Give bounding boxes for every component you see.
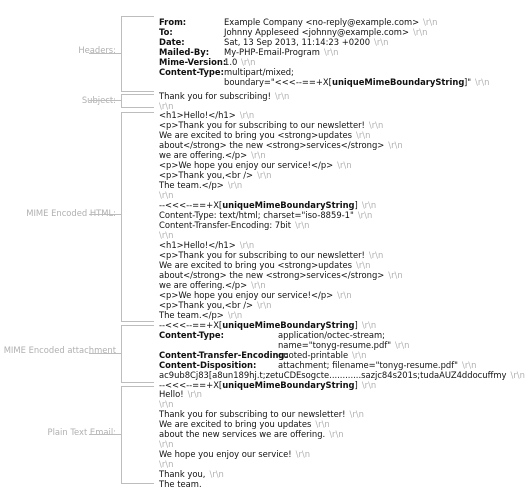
line-segment: ac9ub8Cj83[a8un189hj.t;zetuCDEsogcte............sazjc84s201s;tudaAUZ4ddocuffmy bbox=[159, 370, 507, 380]
line-segment: Content-Type: text/html; charset="iso-8859-1" bbox=[159, 210, 354, 220]
email-line bbox=[159, 459, 173, 469]
email-line bbox=[159, 260, 370, 270]
crlf-marker: \r\n bbox=[357, 210, 373, 220]
line-segment: about</strong> the new <strong>services</strong> bbox=[159, 140, 385, 150]
crlf-marker: \r\n bbox=[159, 399, 174, 409]
line-segment: <p>Thank you,<br /> bbox=[159, 170, 254, 180]
crlf-marker: \r\n bbox=[352, 350, 367, 360]
line-segment: Content-Type: bbox=[159, 330, 224, 340]
line-segment: We are excited to bring you updates bbox=[159, 419, 312, 429]
email-line bbox=[159, 429, 344, 439]
line-segment: we are offering.</p> bbox=[159, 150, 248, 160]
email-line bbox=[159, 370, 525, 380]
line-segment: we are offering.</p> bbox=[159, 280, 248, 290]
line-segment: The team.</p> bbox=[159, 180, 224, 190]
line-segment: multipart/mixed; bbox=[224, 67, 294, 77]
crlf-marker: \r\n bbox=[295, 220, 310, 230]
crlf-marker: \r\n bbox=[337, 290, 352, 300]
line-segment: Johnny Appleseed <johnny@example.com> bbox=[224, 27, 409, 37]
email-line bbox=[159, 220, 309, 230]
line-segment: about the new services we are offering. bbox=[159, 429, 326, 439]
line-segment: <p>We hope you enjoy our service!</p> bbox=[159, 290, 334, 300]
line-segment: about</strong> the new <strong>services</strong> bbox=[159, 270, 385, 280]
label-subject: Subject: bbox=[81, 95, 116, 105]
email-line bbox=[159, 449, 310, 459]
line-segment: --<<<--==+X[ bbox=[159, 320, 223, 330]
line-segment: ]" bbox=[464, 77, 472, 87]
line-segment: The team. bbox=[159, 479, 202, 489]
email-line bbox=[159, 150, 266, 160]
line-segment: uniqueMimeBoundaryString bbox=[222, 320, 355, 330]
crlf-marker: \r\n bbox=[209, 469, 224, 479]
email-line bbox=[159, 130, 370, 140]
line-segment: --<<<--==+X[ bbox=[159, 200, 223, 210]
bracket-headers-tick bbox=[89, 53, 121, 54]
email-line bbox=[159, 160, 352, 170]
email-line bbox=[159, 479, 202, 489]
crlf-marker: \r\n bbox=[241, 57, 256, 67]
crlf-marker: \r\n bbox=[187, 389, 202, 399]
crlf-marker: \r\n bbox=[388, 270, 403, 280]
email-line bbox=[159, 360, 477, 370]
line-segment: application/octec-stream; bbox=[278, 330, 385, 340]
crlf-marker: \r\n bbox=[510, 370, 525, 380]
line-segment: uniqueMimeBoundaryString bbox=[332, 77, 465, 87]
email-line bbox=[159, 270, 403, 280]
email-line bbox=[159, 399, 173, 409]
line-segment: <h1>Hello!</h1> bbox=[159, 240, 236, 250]
crlf-marker: \r\n bbox=[423, 17, 438, 27]
line-segment: Thank you for subscribing! bbox=[159, 91, 271, 101]
crlf-marker: \r\n bbox=[395, 340, 410, 350]
crlf-marker: \r\n bbox=[337, 160, 352, 170]
crlf-marker: \r\n bbox=[251, 280, 266, 290]
bracket-mime-html-tick bbox=[89, 214, 121, 215]
label-mime-attachment: MIME Encoded attachment bbox=[3, 345, 116, 355]
crlf-marker: \r\n bbox=[324, 47, 339, 57]
crlf-marker: \r\n bbox=[159, 101, 174, 111]
crlf-marker: \r\n bbox=[361, 200, 377, 210]
line-segment: name="tonyg-resume.pdf" bbox=[278, 340, 392, 350]
label-plain-text: Plain Text Email: bbox=[47, 427, 116, 437]
crlf-marker: \r\n bbox=[257, 300, 272, 310]
crlf-marker: \r\n bbox=[361, 380, 377, 390]
crlf-marker: \r\n bbox=[295, 449, 311, 459]
line-segment: Mailed-By: bbox=[159, 47, 210, 57]
email-line bbox=[159, 409, 364, 419]
crlf-marker: \r\n bbox=[356, 130, 371, 140]
email-line bbox=[159, 190, 173, 200]
email-line bbox=[159, 110, 254, 120]
bracket-plain-text bbox=[121, 386, 154, 484]
crlf-marker: \r\n bbox=[356, 260, 371, 270]
email-line bbox=[159, 140, 403, 150]
bracket-subject-tick bbox=[89, 100, 121, 101]
email-line bbox=[159, 230, 173, 240]
line-segment: Content-Disposition: bbox=[159, 360, 257, 370]
email-line bbox=[159, 200, 376, 210]
email-line bbox=[159, 330, 385, 340]
line-segment: uniqueMimeBoundaryString bbox=[222, 200, 355, 210]
line-segment: Content-Transfer-Encoding: 7bit bbox=[159, 220, 292, 230]
email-line bbox=[159, 170, 271, 180]
line-segment: 1.0 bbox=[224, 57, 238, 67]
crlf-marker: \r\n bbox=[388, 140, 403, 150]
email-line bbox=[159, 91, 289, 101]
line-segment: Thank you for subscribing to our newsletter! bbox=[159, 409, 346, 419]
line-segment: ] bbox=[354, 200, 358, 210]
crlf-marker: \r\n bbox=[315, 419, 330, 429]
line-segment: We are excited to bring you <strong>updates bbox=[159, 260, 353, 270]
crlf-marker: \r\n bbox=[239, 240, 255, 250]
email-line bbox=[159, 320, 376, 330]
email-line bbox=[159, 250, 383, 260]
crlf-marker: \r\n bbox=[349, 409, 364, 419]
line-segment: We are excited to bring you <strong>updates bbox=[159, 130, 353, 140]
line-segment: We hope you enjoy our service! bbox=[159, 449, 292, 459]
line-segment: <p>Thank you for subscribing to our newsletter! bbox=[159, 250, 365, 260]
crlf-marker: \r\n bbox=[462, 360, 477, 370]
line-segment: ] bbox=[354, 380, 358, 390]
line-segment: ] bbox=[354, 320, 358, 330]
bracket-headers bbox=[121, 16, 154, 92]
line-segment: To: bbox=[159, 27, 173, 37]
email-line bbox=[159, 439, 173, 449]
email-line bbox=[159, 350, 367, 360]
crlf-marker: \r\n bbox=[368, 120, 384, 130]
label-mime-html: MIME Encoded HTML: bbox=[26, 208, 116, 218]
line-segment: <p>Thank you,<br /> bbox=[159, 300, 254, 310]
line-segment: The team.</p> bbox=[159, 310, 224, 320]
line-segment: boundary="<<<--==+X[ bbox=[224, 77, 332, 87]
email-line bbox=[159, 300, 271, 310]
line-segment: Mime-Version: bbox=[159, 57, 227, 67]
crlf-marker: \r\n bbox=[159, 190, 174, 200]
bracket-mime-attachment-tick bbox=[89, 353, 121, 354]
line-segment: --<<<--==+X[ bbox=[159, 380, 223, 390]
crlf-marker: \r\n bbox=[368, 250, 384, 260]
crlf-marker: \r\n bbox=[361, 320, 377, 330]
email-line bbox=[159, 210, 372, 220]
line-segment: attachment; filename="tonyg-resume.pdf" bbox=[278, 360, 459, 370]
email-line bbox=[159, 17, 438, 27]
bracket-plain-text-tick bbox=[89, 434, 121, 435]
line-segment: Thank you, bbox=[159, 469, 206, 479]
email-line bbox=[159, 57, 256, 67]
line-segment: Sat, 13 Sep 2013, 11:14:23 +0200 bbox=[224, 37, 371, 47]
email-line bbox=[159, 120, 383, 130]
crlf-marker: \r\n bbox=[159, 230, 174, 240]
email-line bbox=[159, 290, 352, 300]
line-segment: <p>Thank you for subscribing to our newsletter! bbox=[159, 120, 365, 130]
email-line bbox=[159, 67, 294, 77]
crlf-marker: \r\n bbox=[274, 91, 290, 101]
email-line bbox=[159, 280, 266, 290]
crlf-marker: \r\n bbox=[374, 37, 389, 47]
label-headers: Headers: bbox=[78, 45, 116, 55]
bracket-mime-html bbox=[121, 112, 154, 322]
email-line bbox=[159, 27, 428, 37]
email-line bbox=[159, 419, 330, 429]
bracket-mime-attachment bbox=[121, 325, 154, 383]
line-segment: Example Company <no-reply@example.com> bbox=[224, 17, 420, 27]
line-segment: From: bbox=[159, 17, 187, 27]
email-line bbox=[159, 469, 224, 479]
crlf-marker: \r\n bbox=[413, 27, 428, 37]
crlf-marker: \r\n bbox=[329, 429, 344, 439]
bracket-subject bbox=[121, 94, 154, 108]
line-segment: <p>We hope you enjoy our service!</p> bbox=[159, 160, 334, 170]
crlf-marker: \r\n bbox=[251, 150, 266, 160]
email-line bbox=[159, 240, 254, 250]
email-line bbox=[159, 180, 242, 190]
line-segment: Date: bbox=[159, 37, 185, 47]
email-line bbox=[159, 310, 242, 320]
email-line bbox=[159, 389, 202, 399]
crlf-marker: \r\n bbox=[159, 439, 174, 449]
line-segment: Content-Transfer-Encoding: bbox=[159, 350, 288, 360]
line-segment: My-PHP-Email-Program bbox=[224, 47, 320, 57]
crlf-marker: \r\n bbox=[475, 77, 490, 87]
email-line bbox=[159, 47, 339, 57]
line-segment: Hello! bbox=[159, 389, 184, 399]
email-line bbox=[159, 37, 389, 47]
line-segment: uniqueMimeBoundaryString bbox=[222, 380, 355, 390]
crlf-marker: \r\n bbox=[227, 180, 243, 190]
crlf-marker: \r\n bbox=[159, 459, 174, 469]
line-segment: quoted-printable bbox=[278, 350, 349, 360]
crlf-marker: \r\n bbox=[257, 170, 272, 180]
line-segment: <h1>Hello!</h1> bbox=[159, 110, 236, 120]
line-segment: Content-Type: bbox=[159, 67, 224, 77]
crlf-marker: \r\n bbox=[227, 310, 243, 320]
crlf-marker: \r\n bbox=[239, 110, 255, 120]
